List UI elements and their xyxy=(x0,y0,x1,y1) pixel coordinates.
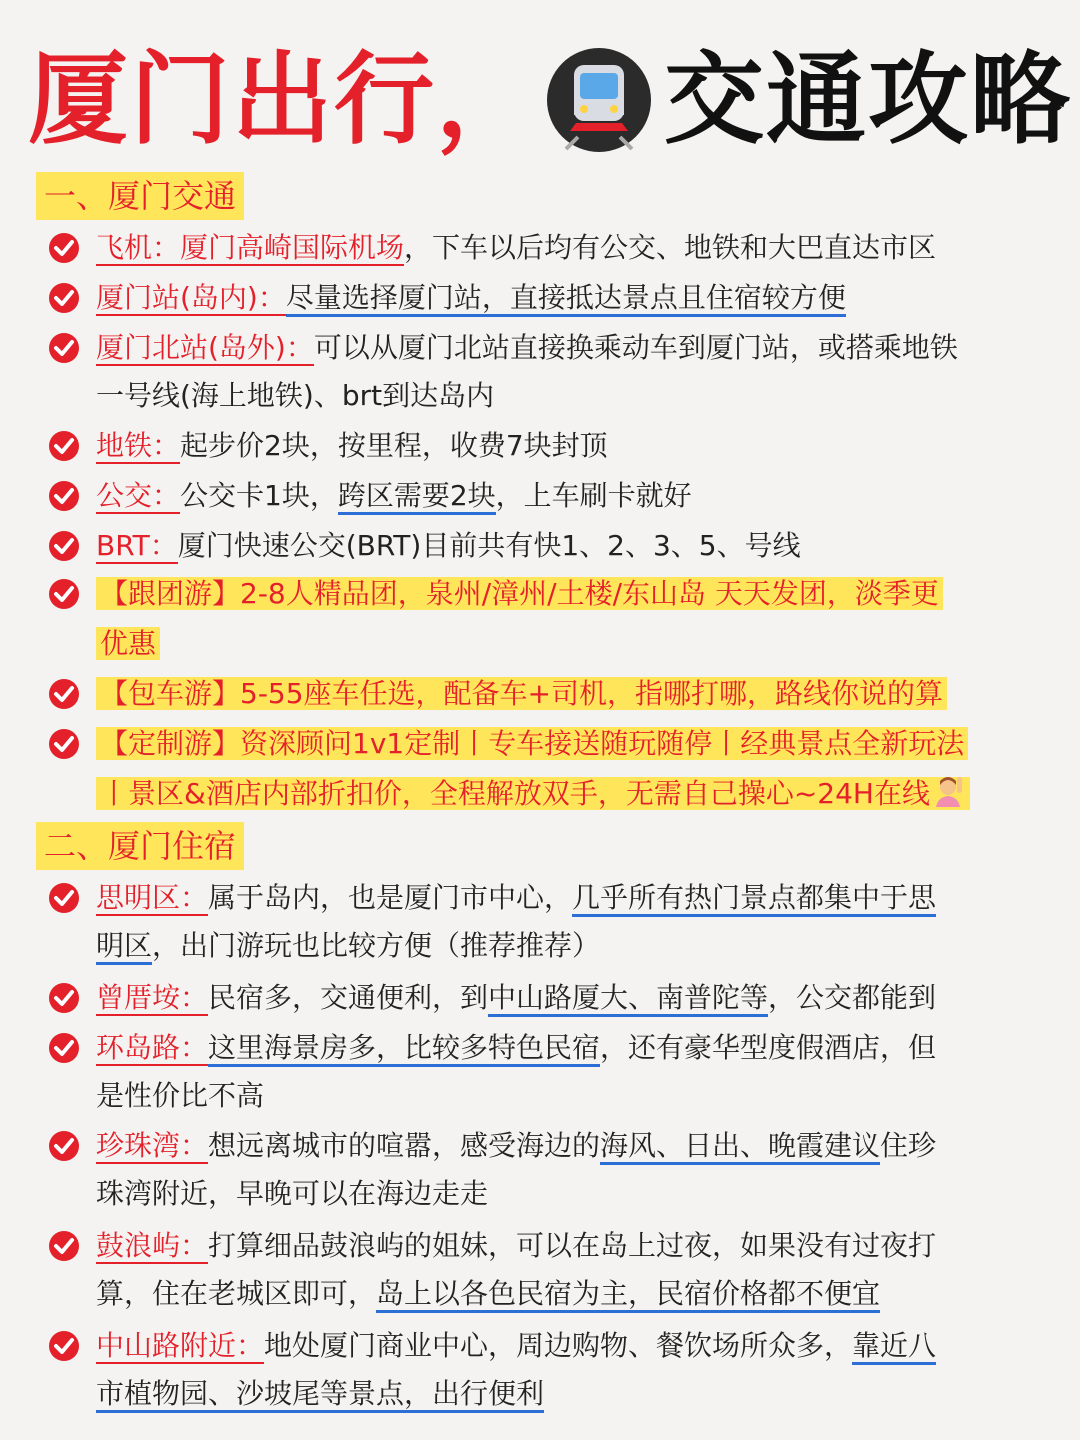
item-text-underlined: 几乎所有热门景点都集中于思 xyxy=(572,881,936,917)
title-black-text: 交通攻略 xyxy=(664,41,1072,158)
item-text: ，上车刷卡就好 xyxy=(495,479,692,512)
item-text-underlined: 靠近八 xyxy=(852,1329,936,1365)
promo-text: 优惠 xyxy=(96,627,160,660)
item-text: 地处厦门商业中心，周边购物、餐饮场所众多， xyxy=(264,1329,853,1362)
item-text: 是性价比不高 xyxy=(96,1079,265,1112)
item-text: 算，住在老城区即可， xyxy=(96,1277,377,1310)
item-key: 厦门北站(岛外)： xyxy=(96,331,314,364)
promo-group-tour xyxy=(96,570,943,618)
item-text: 起步价2块，按里程，收费7块封顶 xyxy=(180,429,608,462)
title-red-text: 厦门出行， xyxy=(28,41,538,158)
item-text-underlined: 这里海景房多，比较多特色民宿 xyxy=(208,1031,600,1067)
list-item-huandao-cont xyxy=(96,1072,264,1120)
item-text-underlined: 明区 xyxy=(96,929,152,965)
item-key: 公交： xyxy=(96,479,181,512)
check-circle-icon xyxy=(48,282,80,314)
check-circle-icon xyxy=(48,578,80,610)
item-key: 地铁： xyxy=(96,429,181,462)
item-key: 思明区： xyxy=(96,881,209,914)
item-text-underlined: 岛上以各色民宿为主，民宿价格都不便宜 xyxy=(376,1277,880,1313)
list-item-zhongshan-cont xyxy=(96,1370,544,1418)
check-circle-icon xyxy=(48,728,80,760)
item-text: ，出门游玩也比较方便（推荐推荐） xyxy=(152,929,601,962)
page-title xyxy=(28,40,1072,160)
promo-text: 【跟团游】2-8人精品团，泉州/漳州/土楼/东山岛 天天发团，淡季更 xyxy=(96,577,943,610)
list-item-north-station-cont xyxy=(96,372,494,420)
list-item-zhongshan xyxy=(96,1322,936,1370)
item-key: 飞机：厦门高崎国际机场 xyxy=(96,231,405,264)
item-key: 环岛路： xyxy=(96,1031,209,1064)
item-text: 厦门快速公交(BRT)目前共有快1、2、3、5、号线 xyxy=(177,529,801,562)
promo-charter-tour xyxy=(96,670,947,718)
item-key: 鼓浪屿： xyxy=(96,1229,209,1262)
item-key: 曾厝垵： xyxy=(96,981,209,1014)
check-circle-icon xyxy=(48,480,80,512)
promo-text-inner: 丨景区&酒店内部折扣价，全程解放双手，无需自己操心~24H在线 xyxy=(100,777,930,810)
item-text: ，还有豪华型度假酒店，但 xyxy=(600,1031,937,1064)
check-circle-icon xyxy=(48,1032,80,1064)
promo-text: 【定制游】资深顾问1v1定制丨专车接送随玩随停丨经典景点全新玩法 xyxy=(96,727,968,760)
metro-icon xyxy=(544,45,654,155)
item-text: ，下车以后均有公交、地铁和大巴直达市区 xyxy=(404,231,937,264)
check-circle-icon xyxy=(48,332,80,364)
check-circle-icon xyxy=(48,1330,80,1362)
item-text-underlined: 跨区需要2块 xyxy=(338,479,496,515)
promo-group-tour-cont xyxy=(96,620,160,668)
item-key: 厦门站(岛内)： xyxy=(96,281,286,314)
section-heading-lodging: 二、厦门住宿 xyxy=(36,822,244,870)
check-circle-icon xyxy=(48,678,80,710)
item-text: 住珍 xyxy=(880,1129,937,1162)
item-text-underlined: 市植物园、沙坡尾等景点，出行便利 xyxy=(96,1377,544,1413)
promo-text: 【包车游】5-55座车任选，配备车+司机，指哪打哪，路线你说的算 xyxy=(96,677,947,710)
section-heading-transport: 一、厦门交通 xyxy=(36,172,244,220)
list-item-siming-cont xyxy=(96,922,600,970)
item-text-underlined: 海风、日出、晚霞建议 xyxy=(600,1129,880,1165)
item-key: BRT： xyxy=(96,529,178,562)
promo-text xyxy=(96,777,970,810)
list-item-siming xyxy=(96,874,936,922)
list-item-zhenzhuwan-cont xyxy=(96,1170,488,1218)
list-item-xiamen-station xyxy=(96,274,846,322)
item-text-underlined: 中山路厦大、南普陀等 xyxy=(488,981,768,1017)
promo-custom-tour xyxy=(96,720,968,768)
list-item-zengcuoan xyxy=(96,974,936,1022)
item-key: 中山路附近： xyxy=(96,1329,265,1362)
list-item-bus xyxy=(96,472,692,520)
promo-custom-tour-cont xyxy=(96,770,970,818)
item-text: 尽量选择厦门站，直接抵达景点且住宿较方便 xyxy=(286,281,846,317)
list-item-gulangyu-cont xyxy=(96,1270,880,1318)
item-text: 民宿多，交通便利，到 xyxy=(208,981,489,1014)
list-item-gulangyu xyxy=(96,1222,936,1270)
item-text: 可以从厦门北站直接换乘动车到厦门站，或搭乘地铁 xyxy=(313,331,958,364)
check-circle-icon xyxy=(48,1230,80,1262)
list-item-brt xyxy=(96,522,801,570)
list-item-north-station xyxy=(96,324,958,372)
list-item-metro xyxy=(96,422,608,470)
list-item-huandao xyxy=(96,1024,936,1072)
item-text: 珠湾附近，早晚可以在海边走走 xyxy=(96,1177,489,1210)
item-text: 属于岛内，也是厦门市中心， xyxy=(208,881,573,914)
item-text: 一号线(海上地铁)、brt到达岛内 xyxy=(96,379,495,412)
check-circle-icon xyxy=(48,882,80,914)
list-item-airport xyxy=(96,224,936,272)
check-circle-icon xyxy=(48,232,80,264)
check-circle-icon xyxy=(48,982,80,1014)
item-key: 珍珠湾： xyxy=(96,1129,209,1162)
item-text: ，公交都能到 xyxy=(768,981,937,1014)
item-text: 公交卡1块， xyxy=(180,479,338,512)
item-text: 打算细品鼓浪屿的姐妹，可以在岛上过夜，如果没有过夜打 xyxy=(208,1229,937,1262)
person-raising-hand-icon xyxy=(930,773,966,809)
check-circle-icon xyxy=(48,430,80,462)
item-text: 想远离城市的喧嚣，感受海边的 xyxy=(208,1129,601,1162)
check-circle-icon xyxy=(48,530,80,562)
list-item-zhenzhuwan xyxy=(96,1122,936,1170)
check-circle-icon xyxy=(48,1130,80,1162)
